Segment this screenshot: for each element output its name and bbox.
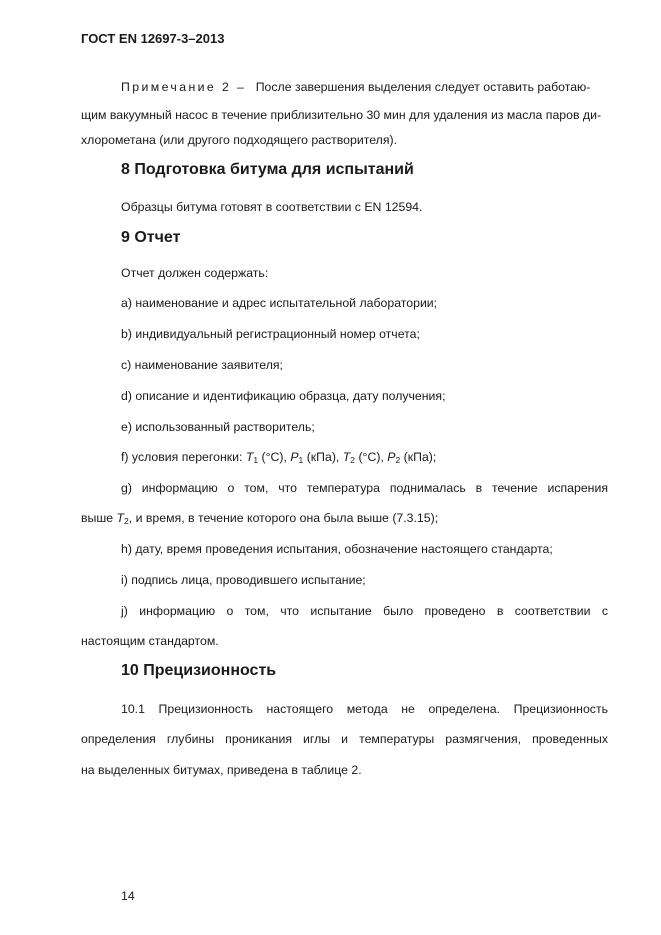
section-8-text: Образцы битума готовят в соответствии с EN 12594. <box>121 200 423 214</box>
report-item-d: d) описание и идентификацию образца, дату получения; <box>121 389 446 403</box>
report-item-c: c) наименование заявителя; <box>121 358 283 372</box>
note-line: щим вакуумный насос в течение приблизительно 30 мин для удаления из масла паров ди- <box>81 108 602 122</box>
note-line: После завершения выделения следует оставить работаю- <box>255 80 591 94</box>
report-intro: Отчет должен содержать: <box>121 266 269 280</box>
page-number: 14 <box>121 889 135 903</box>
note-label: Примечание 2 – <box>121 80 247 94</box>
report-item-a: а) наименование и адрес испытательной лаборатории; <box>121 296 438 310</box>
report-item-b: b) индивидуальный регистрационный номер отчета; <box>121 327 420 341</box>
section-9-heading: 9 Отчет <box>121 229 181 246</box>
section-10-heading: 10 Прецизионность <box>121 662 277 679</box>
document-header: ГОСТ EN 12697-3–2013 <box>81 31 225 46</box>
note-line: хлорометана (или другого подходящего растворителя). <box>81 133 397 147</box>
report-item-i: i) подпись лица, проводившего испытание; <box>121 573 366 587</box>
report-item-e: е) использованный растворитель; <box>121 420 315 434</box>
report-item-h: h) дату, время проведения испытания, обозначение настоящего стандарта; <box>121 542 553 556</box>
report-item-f: f) условия перегонки: $T_1$ (°C), $P_1$ (кПа), $T_2$ (°C), $P_2$ (кПа); <box>121 450 437 465</box>
section-8-heading: 8 Подготовка битума для испытаний <box>121 161 414 178</box>
